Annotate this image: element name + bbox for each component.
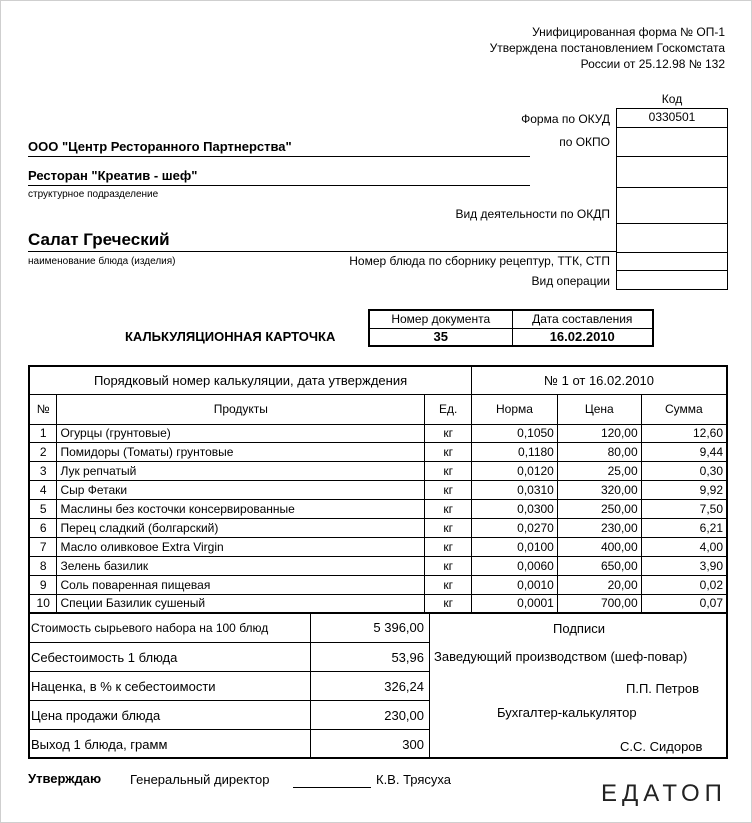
table-cell: 0,0120 xyxy=(472,462,558,481)
doc-date-label: Дата составления xyxy=(512,310,653,328)
summary-hdivider xyxy=(28,729,430,730)
form-info xyxy=(490,24,725,72)
table-cell: кг xyxy=(425,537,472,556)
table-cell: кг xyxy=(425,594,472,613)
calc-value: № 1 от 16.02.2010 xyxy=(472,366,727,394)
okud-label: Форма по ОКУД xyxy=(521,112,610,126)
doc-number: 35 xyxy=(369,328,512,346)
dish-underline xyxy=(28,251,616,252)
form-line-2: Утверждена постановлением Госкомстата xyxy=(489,41,725,55)
codes-divider xyxy=(616,187,728,188)
table-cell: 0,0100 xyxy=(472,537,558,556)
table-cell: 8 xyxy=(29,556,57,575)
summary-hdivider xyxy=(28,671,430,672)
table-cell: 230,00 xyxy=(557,518,641,537)
table-cell: Огурцы (грунтовые) xyxy=(57,424,425,443)
table-cell: 1 xyxy=(29,424,57,443)
table-cell: 6 xyxy=(29,518,57,537)
col-header: Цена xyxy=(557,394,641,424)
table-cell: 9,92 xyxy=(641,481,727,500)
codes-divider xyxy=(616,252,728,253)
kod-label: Код xyxy=(661,92,683,106)
table-cell: кг xyxy=(425,443,472,462)
price-label: Цена продажи блюда xyxy=(31,708,161,723)
table-cell: 0,1050 xyxy=(472,424,558,443)
accountant-name: С.С. Сидоров xyxy=(620,739,703,754)
table-cell: 12,60 xyxy=(641,424,727,443)
table-row xyxy=(29,575,727,594)
form-line-1: Унифицированная форма № ОП-1 xyxy=(532,25,725,39)
price-value: 230,00 xyxy=(384,708,424,723)
calc-label: Порядковый номер калькуляции, дата утверждения xyxy=(29,366,472,394)
company-underline xyxy=(28,156,530,157)
raw-cost-value: 5 396,00 xyxy=(373,620,424,635)
markup-label: Наценка, в % к себестоимости xyxy=(31,679,216,694)
codes-divider xyxy=(616,156,728,157)
approve-label: Утверждаю xyxy=(28,771,102,786)
table-cell: 5 xyxy=(29,500,57,519)
table-cell: 0,30 xyxy=(641,462,727,481)
company-name: ООО "Центр Ресторанного Партнерства" xyxy=(28,139,292,154)
chef-name: П.П. Петров xyxy=(626,681,699,696)
table-cell: Помидоры (Томаты) грунтовые xyxy=(57,443,425,462)
table-cell: Масло оливковое Extra Virgin xyxy=(57,537,425,556)
okud-value: 0330501 xyxy=(648,110,696,124)
col-header: Продукты xyxy=(57,394,425,424)
table-row xyxy=(29,462,727,481)
table-cell: 650,00 xyxy=(557,556,641,575)
table-cell: 6,21 xyxy=(641,518,727,537)
col-header: Сумма xyxy=(641,394,727,424)
doc-number-table xyxy=(368,309,654,347)
yield-value: 300 xyxy=(402,737,424,752)
table-row xyxy=(29,500,727,519)
codes-box xyxy=(616,108,728,290)
table-cell: Соль поваренная пищевая xyxy=(57,575,425,594)
summary-vdivider xyxy=(310,613,311,759)
table-cell: кг xyxy=(425,462,472,481)
table-cell: 80,00 xyxy=(557,443,641,462)
doc-number-label: Номер документа xyxy=(369,310,512,328)
unit-cost-value: 53,96 xyxy=(391,650,424,665)
table-row xyxy=(29,424,727,443)
form-line-3: России от 25.12.98 № 132 xyxy=(580,57,725,71)
table-cell: кг xyxy=(425,518,472,537)
col-header: Норма xyxy=(472,394,558,424)
table-row xyxy=(29,537,727,556)
table-cell: 400,00 xyxy=(557,537,641,556)
col-header: № xyxy=(29,394,57,424)
table-cell: 0,0010 xyxy=(472,575,558,594)
table-row xyxy=(29,481,727,500)
structural-caption: структурное подразделение xyxy=(28,189,159,200)
table-row xyxy=(29,594,727,613)
table-cell: кг xyxy=(425,481,472,500)
signatures-label: Подписи xyxy=(553,621,605,636)
table-cell: 0,0300 xyxy=(472,500,558,519)
table-cell: кг xyxy=(425,424,472,443)
table-cell: Зелень базилик xyxy=(57,556,425,575)
table-row xyxy=(29,443,727,462)
table-cell: 9,44 xyxy=(641,443,727,462)
codes-divider xyxy=(616,270,728,271)
table-cell: 7 xyxy=(29,537,57,556)
director-name: К.В. Трясуха xyxy=(376,772,451,787)
table-cell: 700,00 xyxy=(557,594,641,613)
table-cell: 4 xyxy=(29,481,57,500)
table-cell: 320,00 xyxy=(557,481,641,500)
table-cell: Перец сладкий (болгарский) xyxy=(57,518,425,537)
table-cell: Сыр Фетаки xyxy=(57,481,425,500)
table-cell: 0,0001 xyxy=(472,594,558,613)
yield-label: Выход 1 блюда, грамм xyxy=(31,737,168,752)
table-cell: кг xyxy=(425,556,472,575)
table-cell: 0,07 xyxy=(641,594,727,613)
table-cell: 25,00 xyxy=(557,462,641,481)
okdp-label: Вид деятельности по ОКДП xyxy=(455,207,610,221)
table-cell: 20,00 xyxy=(557,575,641,594)
table-cell: 10 xyxy=(29,594,57,613)
summary-hdivider xyxy=(28,642,430,643)
dish-name: Салат Греческий xyxy=(28,230,170,249)
doc-title: КАЛЬКУЛЯЦИОННАЯ КАРТОЧКА xyxy=(125,329,336,344)
table-cell: Маслины без косточки консервированные xyxy=(57,500,425,519)
table-cell: кг xyxy=(425,500,472,519)
accountant-title: Бухгалтер-калькулятор xyxy=(497,705,637,720)
edatop-logo: ЕДАТОП xyxy=(601,780,727,807)
table-cell: 120,00 xyxy=(557,424,641,443)
director-signature-line xyxy=(293,787,371,788)
table-header-row xyxy=(29,394,727,424)
unit-cost-label: Себестоимость 1 блюда xyxy=(31,650,178,665)
operation-label: Вид операции xyxy=(531,274,610,288)
summary-hdivider xyxy=(28,700,430,701)
doc-date: 16.02.2010 xyxy=(512,328,653,346)
table-cell: 7,50 xyxy=(641,500,727,519)
table-cell: 4,00 xyxy=(641,537,727,556)
table-cell: 250,00 xyxy=(557,500,641,519)
table-cell: 2 xyxy=(29,443,57,462)
table-cell: 0,02 xyxy=(641,575,727,594)
chef-title: Заведующий производством (шеф-повар) xyxy=(434,649,688,664)
table-cell: 3 xyxy=(29,462,57,481)
table-cell: Лук репчатый xyxy=(57,462,425,481)
recipe-no-label: Номер блюда по сборнику рецептур, ТТК, СТП xyxy=(349,254,610,268)
table-cell: 0,0060 xyxy=(472,556,558,575)
okpo-label: по ОКПО xyxy=(559,135,610,149)
table-cell: Специи Базилик сушеный xyxy=(57,594,425,613)
table-cell: кг xyxy=(425,575,472,594)
table-row xyxy=(29,556,727,575)
codes-divider xyxy=(616,223,728,224)
table-cell: 0,0310 xyxy=(472,481,558,500)
director-title: Генеральный директор xyxy=(130,772,270,787)
col-header: Ед. xyxy=(425,394,472,424)
restaurant-underline xyxy=(28,185,530,186)
table-cell: 9 xyxy=(29,575,57,594)
table-cell: 0,0270 xyxy=(472,518,558,537)
markup-value: 326,24 xyxy=(384,679,424,694)
table-cell: 0,1180 xyxy=(472,443,558,462)
raw-cost-label: Стоимость сырьевого набора на 100 блюд xyxy=(31,621,269,635)
table-cell: 3,90 xyxy=(641,556,727,575)
dish-caption: наименование блюда (изделия) xyxy=(28,256,176,267)
restaurant-name: Ресторан "Креатив - шеф" xyxy=(28,168,198,183)
ingredients-table xyxy=(28,365,728,614)
table-row xyxy=(29,518,727,537)
codes-divider xyxy=(616,127,728,128)
